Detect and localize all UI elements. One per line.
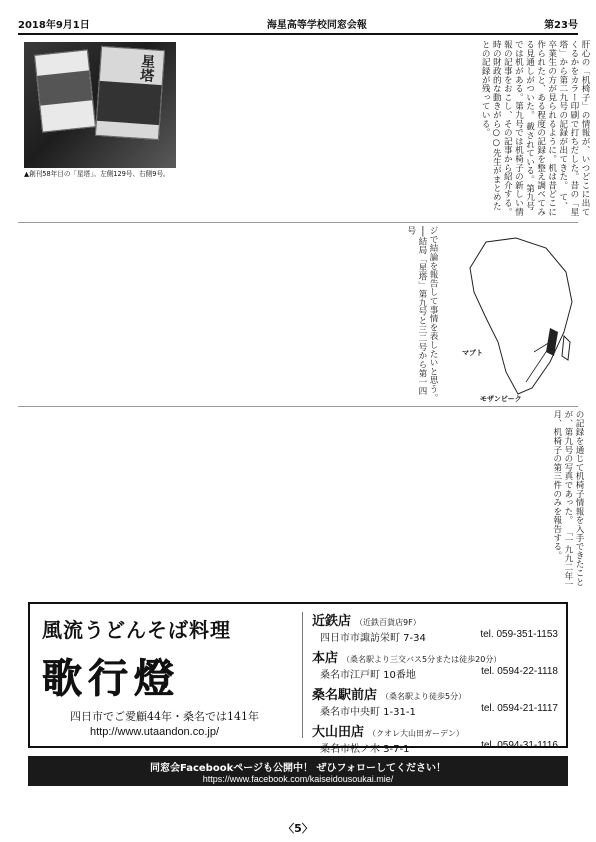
facebook-banner bbox=[28, 756, 568, 786]
branch-item bbox=[312, 721, 558, 755]
row-divider-2 bbox=[18, 406, 578, 407]
restaurant-advertisement bbox=[28, 602, 568, 755]
ad-divider bbox=[302, 612, 303, 738]
facebook-link[interactable]: https://www.facebook.com/kaiseidousoukai.mie/ bbox=[202, 774, 394, 784]
article-text-middle bbox=[18, 226, 438, 402]
text-column-1: 肝心の「机椅子」の情報が、いつどこに出てくるかをカラー印刷で打ちだした。昔の「星塔」から第二九号の記録が出てきた。 bbox=[557, 40, 590, 216]
magazine-cover-new bbox=[95, 46, 165, 140]
branch-note: （桑名駅より三交バス5分または徒歩20分） bbox=[342, 655, 502, 664]
branch-address: 桑名市江戸町 10番地 bbox=[320, 670, 416, 681]
ad-website-link[interactable]: http://www.utaandon.co.jp/ bbox=[90, 726, 220, 738]
africa-map bbox=[446, 232, 586, 402]
branch-phone: tel. 0594-21-1117 bbox=[481, 703, 558, 714]
branch-item bbox=[312, 610, 558, 644]
photo-caption: ▲創刊58年目の「星塔」。左側129号、右側9号。 bbox=[24, 170, 170, 178]
magazine-cover-old bbox=[34, 49, 96, 132]
publication-title: 海星高等学校同窓会報 bbox=[266, 19, 367, 31]
branch-address: 四日市市諏訪栄町 7-34 bbox=[320, 633, 426, 644]
branch-address: 桑名市松ノ木 3-7-1 bbox=[320, 744, 410, 755]
magazine-cover-title: 星塔 bbox=[137, 53, 156, 83]
text-column-7: の記録を通じて机椅子情報を入手できたことが、第九号の写真であった。 bbox=[562, 410, 584, 586]
branch-note: （近鉄百貨店9F） bbox=[355, 618, 421, 627]
article-text-top bbox=[190, 40, 590, 218]
issue-number: 第23号 bbox=[544, 19, 578, 31]
map-label-mozambique: モザンビーク bbox=[480, 395, 522, 403]
branch-name: 近鉄店 bbox=[312, 614, 352, 629]
branch-name: 本店 bbox=[312, 651, 339, 666]
branch-phone: tel. 0594-22-1118 bbox=[481, 666, 558, 677]
text-column-5: ジで結論を報告して事情を表したいと思う。 bbox=[428, 226, 438, 402]
map-label-maputo: マプト bbox=[462, 349, 483, 357]
branch-phone: tel. 0594-31-1116 bbox=[481, 740, 558, 751]
branch-item bbox=[312, 647, 558, 681]
text-column-4: 時の財政的な動きがら○○先生がまとめたとの記録が残っている。 bbox=[480, 40, 502, 210]
issue-date: 2018年9月1日 bbox=[18, 19, 90, 31]
magazine-photo bbox=[24, 42, 176, 168]
logo-name: 歌行燈 bbox=[42, 655, 180, 702]
branch-name: 大山田店 bbox=[312, 725, 365, 740]
page-header bbox=[18, 14, 578, 32]
branch-phone: tel. 059-351-1153 bbox=[480, 629, 558, 640]
facebook-banner-title: 同窓会Facebookページも公開中！ ぜひフォローしてください！ bbox=[149, 763, 447, 774]
text-column-6: ──結局「星塔」第九号と三二号から第一四号 bbox=[405, 226, 427, 396]
page-number: 〈5〉 bbox=[283, 822, 313, 835]
ad-tagline: 四日市でご愛顧44年・桑名では141年 bbox=[70, 710, 259, 723]
text-column-2: て、卒業生の方が見られるように。机は昔どこに作られたと、ある程度の記録を整え調べてみる見通しがついた。 bbox=[524, 40, 568, 216]
text-column-8: 「一九九二年一月、机椅子の第三件のみを報告する。 bbox=[551, 410, 573, 589]
restaurant-logo bbox=[42, 614, 292, 704]
branch-list bbox=[312, 610, 558, 758]
logo-subtitle: 風流うどんそば料理 bbox=[42, 618, 231, 642]
text-column-3: 載されている。第九号では机がある。第九号では机椅子の新しい情報の記事をおこし、その記事から紹介する。 bbox=[502, 40, 535, 216]
branch-address: 桑名市中央町 1-31-1 bbox=[320, 707, 416, 718]
branch-item bbox=[312, 684, 558, 718]
branch-name: 桑名駅前店 bbox=[312, 688, 378, 703]
branch-note: （クオレ大山田ガーデン） bbox=[368, 729, 464, 738]
article-text-bottom bbox=[18, 410, 584, 594]
branch-note: （桑名駅より徒歩5分） bbox=[381, 692, 467, 701]
header-divider bbox=[18, 33, 578, 35]
row-divider-1 bbox=[18, 222, 578, 223]
